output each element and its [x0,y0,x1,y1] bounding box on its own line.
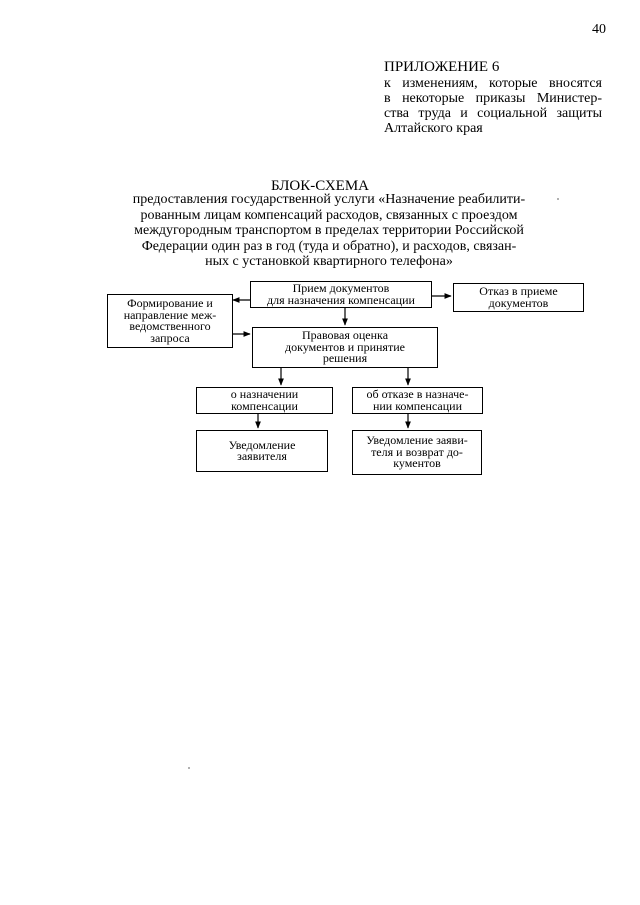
box-notify-return-documents [352,430,482,475]
appendix-line: Алтайского края [384,121,483,136]
scheme-description-line: ных с установкой квартирного телефона» [205,254,453,269]
appendix-line: ства труда и социальной защиты [384,106,602,121]
box-assessment-line: решения [322,351,368,366]
box-reception-line: Прием документов [292,281,390,295]
box-deny-decision [352,387,483,414]
scheme-description-line: рованным лицам компенсаций расходов, связанных с проездом [140,207,518,223]
box-grant-line: компенсации [231,398,298,413]
box-grant-line: о назначении [230,387,299,401]
scan-speck [557,198,559,200]
box-refusal-line: документов [488,295,549,310]
box-notify-return-line: Уведомление заяви- [366,433,468,448]
box-deny-line: об отказе в назначе- [366,387,469,401]
box-assessment-line: Правовая оценка [301,328,389,343]
box-notify-return-line: теля и возврат до- [371,444,463,459]
box-reception [250,281,432,308]
scheme-description-line: Федерации один раз в год (туда и обратно), и расходов, связан- [141,238,517,254]
page-number: 40 [592,22,606,37]
box-interagency-line: направление меж- [123,307,217,322]
appendix-title: ПРИЛОЖЕНИЕ 6 [384,59,500,75]
appendix-line: к изменениям, которые вносятся [384,76,602,91]
box-notify-applicant [196,430,328,472]
box-notify-return-line: кументов [393,456,441,471]
scan-speck [188,767,190,769]
box-refusal-line: Отказ в приеме [479,284,558,298]
appendix-line: в некоторые приказы Министер- [384,91,602,106]
box-grant-decision [196,387,333,414]
box-refusal-reception [453,283,584,312]
box-reception-line: для назначения компенсации [267,292,415,307]
box-deny-line: нии компенсации [372,398,463,413]
scheme-description-line: предоставления государственной услуги «Назначение реабилити- [132,192,526,207]
box-assessment-line: документов и принятие [285,339,405,354]
box-interagency-line: ведомственного [129,319,211,333]
box-notify-line: заявителя [237,449,287,463]
scheme-description-line: междугородным транспортом в пределах территории Российской [134,223,524,238]
box-notify-line: Уведомление [228,437,296,452]
box-interagency-line: запроса [150,330,190,345]
box-interagency-request [107,294,233,348]
scheme-title: БЛОК-СХЕМА [270,178,370,194]
box-interagency-line: Формирование и [127,296,213,310]
box-legal-assessment [252,327,438,368]
